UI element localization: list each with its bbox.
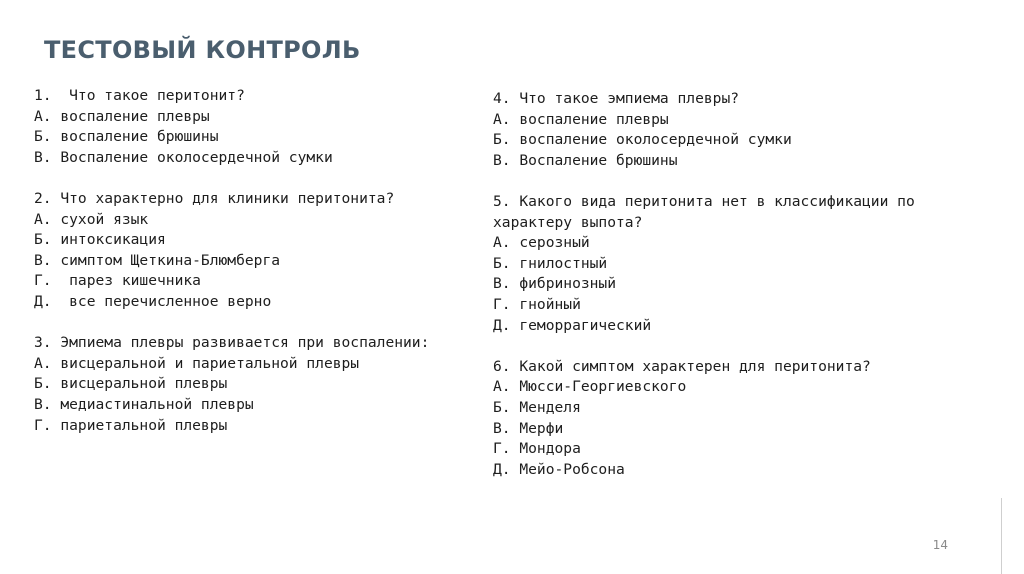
question-5 (493, 192, 973, 336)
question-text: 3. Эмпиема плевры развивается при воспалении: (34, 334, 430, 352)
answer-option: Б. висцеральной плевры (34, 375, 228, 393)
divider-line (1001, 498, 1002, 574)
question-text: 1. Что такое перитонит? (34, 87, 245, 104)
slide-title: ТЕСТОВЫЙ КОНТРОЛЬ (44, 36, 361, 64)
answer-option: Д. Мейо-Робсона (493, 460, 625, 478)
answer-option: А. висцеральной и париетальной плевры (34, 354, 360, 372)
right-column (493, 89, 973, 480)
answer-option: Б. интоксикация (34, 231, 166, 249)
answer-option: В. Мерфи (493, 419, 564, 437)
answer-option: В. симптом Щеткина-Блюмберга (34, 251, 281, 269)
page-number: 14 (932, 538, 948, 552)
answer-option: А. воспаление плевры (34, 107, 210, 125)
answer-option: Б. воспаление околосердечной сумки (493, 131, 792, 149)
answer-option: А. воспаление плевры (493, 110, 669, 128)
answer-option: Г. Мондора (493, 440, 581, 458)
answer-option: А. сухой язык (34, 210, 149, 228)
answer-option: Б. гнилостный (493, 254, 608, 272)
answer-option: Г. париетальной плевры (34, 416, 228, 434)
question-3 (34, 333, 484, 436)
question-text: 4. Что такое эмпиема плевры? (493, 90, 740, 107)
answer-option: Д. все перечисленное верно (34, 292, 272, 310)
question-6 (493, 357, 973, 481)
left-column (34, 86, 484, 436)
answer-option: А. Мюсси-Георгиевского (493, 378, 687, 396)
answer-option: Б. воспаление брюшины (34, 128, 219, 146)
answer-option: Б. Менделя (493, 398, 581, 416)
answer-option: В. Воспаление брюшины (493, 151, 678, 169)
answer-option: В. фибринозный (493, 275, 617, 293)
question-4 (493, 89, 973, 171)
question-text: 2. Что характерно для клиники перитонита? (34, 189, 395, 207)
question-text: 5. Какого вида перитонита нет в классификации по характеру выпота? (493, 192, 924, 231)
question-1 (34, 86, 484, 168)
answer-option: Г. парез кишечника (34, 272, 201, 290)
answer-option: А. серозный (493, 234, 590, 252)
question-text: 6. Какой симптом характерен для перитонита? (493, 357, 871, 375)
answer-option: Д. геморрагический (493, 316, 652, 334)
answer-option: В. медиастинальной плевры (34, 395, 254, 413)
answer-option: В. Воспаление околосердечной сумки (34, 148, 333, 166)
question-2 (34, 189, 484, 313)
answer-option: Г. гнойный (493, 295, 581, 313)
